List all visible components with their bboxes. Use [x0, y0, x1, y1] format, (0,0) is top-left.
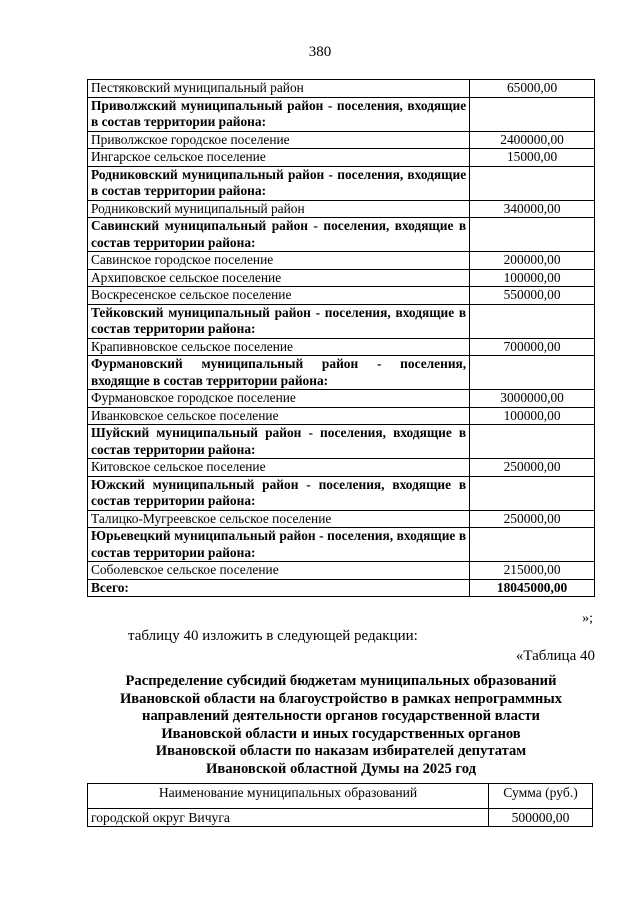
district-header: Шуйский муниципальный район - поселения, входящие в состав территории района:: [88, 425, 470, 459]
column-header-name: Наименование муниципальных образований: [88, 784, 489, 809]
row-name: Талицко-Мугреевское сельское поселение: [88, 510, 470, 528]
total-sum: 18045000,00: [470, 579, 595, 597]
table-row: [88, 459, 595, 477]
table-heading: [87, 673, 595, 779]
row-sum: 250000,00: [470, 459, 595, 477]
column-header-sum: Сумма (руб.): [489, 784, 593, 809]
row-sum: 700000,00: [470, 338, 595, 356]
row-sum: 250000,00: [470, 510, 595, 528]
row-name: Китовское сельское поселение: [88, 459, 470, 477]
row-sum: [470, 476, 595, 510]
row-sum: [470, 166, 595, 200]
row-name: Родниковский муниципальный район: [88, 200, 470, 218]
row-sum: 100000,00: [470, 407, 595, 425]
total-label: Всего:: [88, 579, 470, 597]
row-sum: [470, 528, 595, 562]
row-name: Соболевское сельское поселение: [88, 562, 470, 580]
row-name: городской округ Вичуга: [88, 809, 489, 827]
heading-line: Ивановской областной Думы на 2025 год: [206, 760, 476, 777]
district-header: Фурмановский муниципальный район - поселения, входящие в состав территории района:: [88, 356, 470, 390]
row-sum: [470, 304, 595, 338]
table-row: [88, 252, 595, 270]
table-row: [88, 809, 593, 827]
row-sum: 550000,00: [470, 287, 595, 305]
row-sum: 500000,00: [489, 809, 593, 827]
row-name: Фурмановское городское поселение: [88, 390, 470, 408]
total-row: [88, 579, 595, 597]
table-row: [88, 407, 595, 425]
row-name: Пестяковский муниципальный район: [88, 80, 470, 98]
row-sum: [470, 356, 595, 390]
table-row: [88, 200, 595, 218]
row-name: Приволжское городское поселение: [88, 131, 470, 149]
table-row: [88, 390, 595, 408]
row-name: Крапивновское сельское поселение: [88, 338, 470, 356]
row-sum: 100000,00: [470, 269, 595, 287]
district-header-row: [88, 97, 595, 131]
table-header-row: [88, 784, 593, 809]
district-header-row: [88, 425, 595, 459]
row-sum: 15000,00: [470, 149, 595, 167]
row-sum: 215000,00: [470, 562, 595, 580]
row-name: Савинское городское поселение: [88, 252, 470, 270]
row-sum: 65000,00: [470, 80, 595, 98]
table-row: [88, 562, 595, 580]
row-name: Ингарское сельское поселение: [88, 149, 470, 167]
row-name: Воскресенское сельское поселение: [88, 287, 470, 305]
table-row: [88, 338, 595, 356]
district-header: Тейковский муниципальный район - поселения, входящие в состав территории района:: [88, 304, 470, 338]
heading-line: направлений деятельности органов государственной власти: [142, 708, 540, 725]
district-header-row: [88, 476, 595, 510]
row-name: Архиповское сельское поселение: [88, 269, 470, 287]
district-header-row: [88, 166, 595, 200]
table-row: [88, 131, 595, 149]
heading-line: Распределение субсидий бюджетам муниципальных образований: [125, 673, 557, 689]
district-header: Савинский муниципальный район - поселения, входящие в состав территории района:: [88, 218, 470, 252]
row-sum: 340000,00: [470, 200, 595, 218]
instruction-text: таблицу 40 изложить в следующей редакции:: [128, 628, 418, 644]
table-row: [88, 510, 595, 528]
district-header-row: [88, 218, 595, 252]
table-row: [88, 269, 595, 287]
heading-line: Ивановской области на благоустройство в рамках непрограммных: [119, 690, 563, 707]
table-label: «Таблица 40: [515, 648, 595, 664]
row-sum: 3000000,00: [470, 390, 595, 408]
table-row: [88, 80, 595, 98]
district-header: Родниковский муниципальный район - поселения, входящие в состав территории района:: [88, 166, 470, 200]
row-sum: [470, 218, 595, 252]
table-row: [88, 149, 595, 167]
row-sum: 200000,00: [470, 252, 595, 270]
district-header-row: [88, 528, 595, 562]
row-sum: [470, 425, 595, 459]
heading-line: Ивановской области и иных государственных органов: [161, 725, 521, 742]
district-header: Приволжский муниципальный район - поселения, входящие в состав территории района:: [88, 97, 470, 131]
district-header-row: [88, 304, 595, 338]
table-40: [87, 783, 593, 827]
district-header-row: [88, 356, 595, 390]
district-header: Южский муниципальный район - поселения, входящие в состав территории района:: [88, 476, 470, 510]
row-sum: [470, 97, 595, 131]
closing-quote: »;: [582, 611, 593, 626]
subsidy-table-continued: [87, 79, 595, 597]
row-sum: 2400000,00: [470, 131, 595, 149]
heading-line: Ивановской области по наказам избирателей депутатам: [155, 743, 527, 760]
page-number: 380: [308, 44, 332, 60]
row-name: Иванковское сельское поселение: [88, 407, 470, 425]
table-row: [88, 287, 595, 305]
district-header: Юрьевецкий муниципальный район - поселения, входящие в состав территории района:: [88, 528, 470, 562]
